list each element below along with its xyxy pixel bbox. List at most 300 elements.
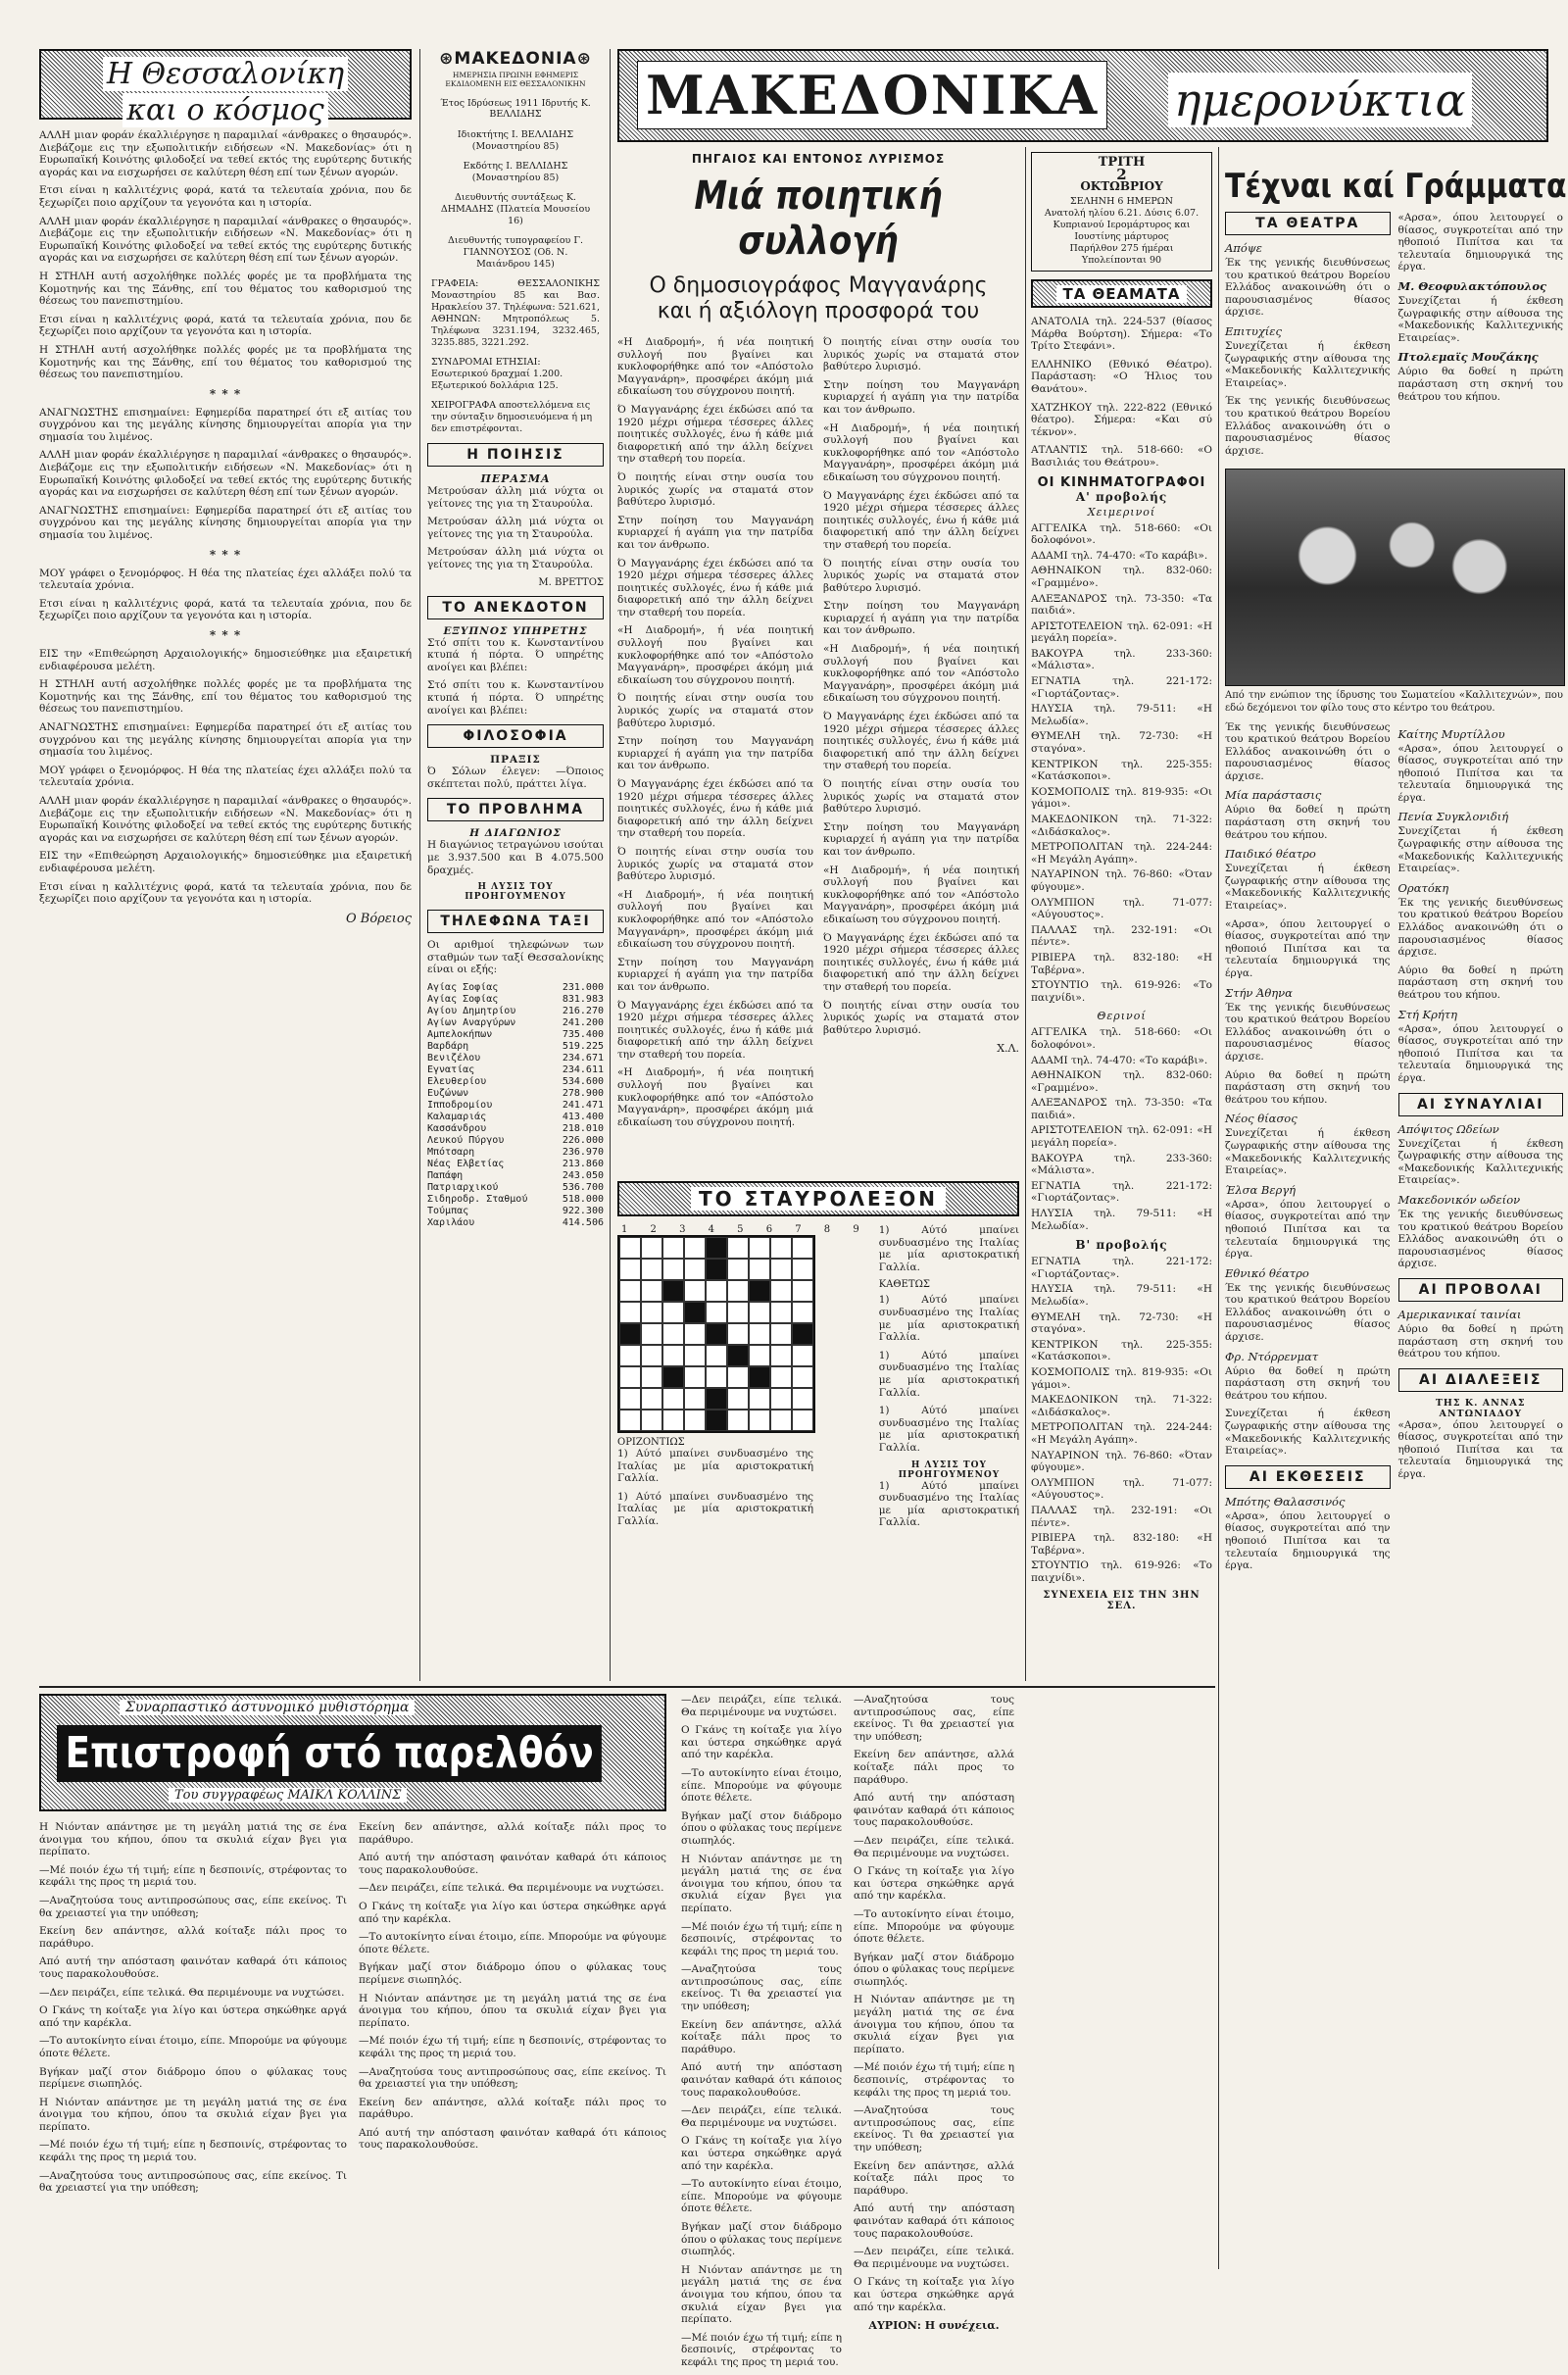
arts-sub-7: Καίτης Μυρτίλλου <box>1397 726 1505 741</box>
crossword-cell[interactable] <box>619 1237 641 1259</box>
cinema-entry: ΑΡΙΣΤΟΤΕΛΕΙΟΝ τηλ. 62-091: «Η μεγάλη πορεία». <box>1031 1124 1212 1150</box>
crossword-black-cell <box>706 1388 727 1410</box>
serial-paragraph: —Μέ ποιόν έχω τή τιμή; είπε η δεσποινίς, στρέφοντας το κεφάλι της προς τη μεριά του. <box>681 2331 842 2368</box>
crossword-cell[interactable] <box>706 1366 727 1388</box>
taxi-station-name: Βενιζέλου <box>427 1052 481 1064</box>
article-paragraph: Ό Μαγγανάρης έχει έκδώσει από τα 1920 μέχρι σήμερα τέσσερες άλλες ποιητικές συλλογές, ένω ή κάθε μιά διαφορετική από την άλλη δείχνει την σταθερή του πορεία. <box>617 778 813 840</box>
crossword-cell[interactable] <box>749 1259 770 1280</box>
left-paragraph: ΑΛΛΗ μιαν φοράν έκαλλιέργησε η παραμιλαί «άνθρακες ο θησαυρός». Διεβάζομε εις την εξωπολιτικήν ειδήσεων «Ν. Μακεδονίας» ότι η Ευρωπαϊκή Κοινότης φιλοδοξεί να τεθεί εκτός της ευρύτερης δυτικής αγοράς και να εισχωρήσει σε καλύτερη θέση επί των ξένων αγορών. <box>39 215 412 265</box>
article-headline: Μιά ποιητική συλλογή <box>694 173 943 264</box>
cinema-summer: Θερινοί <box>1097 1010 1147 1023</box>
crossword-black-cell <box>792 1323 813 1345</box>
crossword-cell[interactable] <box>662 1410 684 1431</box>
arts-top-row <box>1225 212 1563 463</box>
serial-kicker: Συναρπαστικό άστυνομικό μυθιστόρημα <box>120 1700 415 1715</box>
crossword-cell[interactable] <box>770 1280 792 1302</box>
crossword-cell[interactable] <box>641 1259 662 1280</box>
taxi-station-name: Εγνατίας <box>427 1064 475 1075</box>
crossword-cell[interactable] <box>770 1259 792 1280</box>
arts-paragraph: «Αρσα», όπου λειτουργεί ο θίασος, συγκροτείται από την ηθοποιό Πιπίτσα και τα τελευταία δημιουργικά της έργα. <box>1225 1509 1391 1572</box>
crossword-cell[interactable] <box>727 1366 749 1388</box>
cinema-entry: ΘΥΜΕΛΗ τηλ. 72-730: «Η σταγόνα». <box>1031 1311 1212 1336</box>
taxi-list <box>427 982 604 1229</box>
crossword-cell[interactable] <box>706 1280 727 1302</box>
arts-sub-3: Μ. Θεοφυλακτόπουλος <box>1397 278 1547 293</box>
serial-paragraph: Βγήκαν μαζί στον διάδρομο όπου ο φύλακας τους περίμενε σιωπηλός. <box>39 2065 347 2091</box>
cinema-entry: ΒΑΚΟΥΡΑ τηλ. 233-360: «Μάλιστα». <box>1031 1152 1212 1177</box>
crossword-cell[interactable] <box>792 1366 813 1388</box>
cinema-entry: ΜΕΤΡΟΠΟΛΙΤΑΝ τηλ. 224-244: «Η Μεγάλη Αγάπη». <box>1031 1421 1212 1446</box>
arts-exhibitions-heading: ΑΙ ΕΚΘΕΣΕΙΣ <box>1225 1465 1391 1489</box>
serial-paragraph: Εκείνη δεν απάντησε, αλλά κοίταξε πάλι προς το παράθυρο. <box>359 2096 666 2121</box>
cinema-entry: ΚΟΣΜΟΠΟΛΙΣ τηλ. 819-935: «Οι γάμοι». <box>1031 785 1212 811</box>
crossword-clue: 1) Αύτό μπαίνει συνδυασμένο της Ιταλίας με μία αριστοκρατική Γαλλία. <box>878 1224 1019 1273</box>
section-stars: * * * <box>209 386 242 401</box>
serial-paragraph: —Αναζητούσα τους αντιπροσώπους σας, είπε εκείνος. Τι θα χρειαστεί για την υπόθεση; <box>39 2169 347 2195</box>
arts-paragraph: Έκ της γενικής διευθύνσεως του κρατικού θεάτρου Βορείου Ελλάδος ανακοινώθη ότι ο παρουσιασμένος θίασος άρχισε. <box>1225 257 1391 319</box>
serial-paragraph: Ο Γκάνς τη κοίταξε για λίγο και ύστερα σηκώθηκε αργά από την καρέκλα. <box>39 2004 347 2029</box>
taxi-station-name: Αμπελοκήπων <box>427 1028 493 1040</box>
cinema-winter: Χειμερινοί <box>1087 505 1156 519</box>
cinema-entry: ΝΑΥΑΡΙΝΟΝ τηλ. 76-860: «Όταν φύγουμε». <box>1031 868 1212 893</box>
taxi-station-name: Κασσάνδρου <box>427 1122 487 1134</box>
serial-paragraph: —Το αυτοκίνητο είναι έτοιμο, είπε. Μπορούμε να φύγουμε όποτε θέλετε. <box>681 1766 842 1805</box>
taxi-station-name: Πατριαρχικού <box>427 1181 499 1193</box>
arts-title: Τέχναι καί Γράμματα <box>1225 167 1567 206</box>
arts-paragraph: «Αρσα», όπου λειτουργεί ο θίασος, συγκροτείται από την ηθοποιό Πιπίτσα και τα τελευταία δημιουργικά της έργα. <box>1397 212 1563 273</box>
arts-paragraph: Έκ της γενικής διευθύνσεως του κρατικού θεάτρου Βορείου Ελλάδος ανακοινώθη ότι ο παρουσιασμένος θίασος άρχισε. <box>1225 1281 1391 1344</box>
taxi-row <box>427 1006 604 1017</box>
section-stars: * * * <box>209 547 242 562</box>
almanac-moon: ΣΕΛΗΝΗ 6 ΗΜΕΡΩΝ <box>1069 196 1173 207</box>
taxi-station-number: 241.200 <box>562 1016 604 1028</box>
serial-paragraph: Από αυτή την απόσταση φαινόταν καθαρά ότι κάποιος τους παρακολουθούσε. <box>359 1852 666 1876</box>
crossword-cell[interactable] <box>727 1302 749 1323</box>
taxi-station-number: 231.000 <box>562 981 604 993</box>
crossword-grid[interactable] <box>617 1235 815 1433</box>
taxi-station-number: 226.000 <box>562 1134 604 1146</box>
cinema-entry: ΚΕΝΤΡΙΚΟΝ τηλ. 225-355: «Κατάσκοποι». <box>1031 758 1212 783</box>
taxi-station-name: Μπότσαρη <box>427 1146 475 1158</box>
taxi-row <box>427 1217 604 1229</box>
anecdote-title: ΕΞΥΠΝΟΣ ΥΠΗΡΕΤΗΣ <box>443 624 588 637</box>
left-paragraph: Ετσι είναι η καλλιτέχνις φορά, κατά τα τελευταία χρόνια, που δε ξεχωρίζει ποιο αρχίζουν τα γεγονότα και η ιστορία. <box>39 184 412 209</box>
taxi-row <box>427 1041 604 1053</box>
column-title-line1: Η Θεσσαλονίκη <box>103 57 348 91</box>
cinema-entry: ΑΘΗΝΑΙΚΟΝ τηλ. 832-060: «Γραμμένο». <box>1031 565 1212 589</box>
serial-paragraph: Εκείνη δεν απάντησε, αλλά κοίταξε πάλι προς το παράθυρο. <box>681 2018 842 2055</box>
serial-header-box <box>39 1694 666 1811</box>
serial-paragraph: Εκείνη δεν απάντησε, αλλά κοίταξε πάλι προς το παράθυρο. <box>359 1821 666 1846</box>
cinema-entry: ΜΑΚΕΔΟΝΙΚΟΝ τηλ. 71-322: «Διδάσκαλος». <box>1031 814 1212 838</box>
philosophy-text: Ό Σόλων έλεγεν: —Όποιος σκέπτεται πολύ, πράττει λίγα. <box>427 766 604 790</box>
cinema-entry: ΚΟΣΜΟΠΟΛΙΣ τηλ. 819-935: «Οι γάμοι». <box>1031 1365 1212 1391</box>
left-column <box>39 49 412 1676</box>
taxi-row <box>427 1053 604 1064</box>
cinema-entry: ΜΑΚΕΔΟΝΙΚΟΝ τηλ. 71-322: «Διδάσκαλος». <box>1031 1394 1212 1418</box>
theaters-heading: ΤΑ ΘΕΑΜΑΤΑ <box>1056 285 1186 303</box>
serial-paragraph: Εκείνη δεν απάντησε, αλλά κοίταξε πάλι προς το παράθυρο. <box>854 1749 1014 1786</box>
left-paragraph: ΑΝΑΓΝΩΣΤΗΣ επισημαίνει: Εφημερίδα παρατηρεί ότι εξ αιτίας του συγχρόνου και της μεγάλης κίνησης δημιουργείται απορία για την σημασία του λιμένος. <box>39 504 412 542</box>
left-signature: Ο Βόρειος <box>346 911 412 926</box>
serial-paragraph: Η Νιόνταν απάντησε με τη μεγάλη ματιά της σε ένα άνοιγμα του κήπου, όπου τα σκυλιά είχαν βγει για περίπατο. <box>681 1853 842 1914</box>
crossword-cell[interactable] <box>727 1237 749 1259</box>
taxi-station-name: Ευζώνων <box>427 1087 469 1099</box>
crossword-cell[interactable] <box>749 1345 770 1366</box>
crossword-cell[interactable] <box>641 1323 662 1345</box>
taxi-station-number: 536.700 <box>562 1181 604 1193</box>
cinema-entry: ΠΑΛΛΑΣ τηλ. 232-191: «Οι πέντε». <box>1031 923 1212 949</box>
theaters-heading-box <box>1031 279 1212 308</box>
crossword-cell[interactable] <box>641 1366 662 1388</box>
cinema-entry: ΗΛΥΣΙΑ τηλ. 79-511: «Η Μελωδία». <box>1031 1283 1212 1308</box>
serial-paragraph: —Μέ ποιόν έχω τή τιμή; είπε η δεσποινίς, στρέφοντας το κεφάλι της προς τη μεριά του. <box>39 1863 347 1889</box>
cinema-entry: ΡΙΒΙΕΡΑ τηλ. 832-180: «Η Ταβέρνα». <box>1031 951 1212 976</box>
article-paragraph: «Η Διαδρομή», ή νέα ποιητική συλλογή που βγαίνει και κυκλοφορήθηκε από τον «Απόστολο Μαγγανάρη», προσφέρει άκόμη μιά εδικαίωση του σύγχρονου ποιητή. <box>617 624 813 686</box>
section-banner <box>617 49 1548 142</box>
article-paragraph: Στην ποίηση του Μαγγανάρη κυριαρχεί ή αγάπη για την πατρίδα και τον άνθρωπο. <box>823 600 1019 637</box>
article-paragraph: Ό ποιητής είναι στην ουσία του λυρικός χωρίς να σταματά στον βαθύτερο λυρισμό. <box>823 336 1019 373</box>
crossword-cell[interactable] <box>641 1345 662 1366</box>
cinema-entry: ΟΛΥΜΠΙΟΝ τηλ. 71-077: «Αύγουστος». <box>1031 896 1212 921</box>
crossword-cell[interactable] <box>684 1410 706 1431</box>
crossword-cell[interactable] <box>770 1323 792 1345</box>
crossword-cell[interactable] <box>641 1237 662 1259</box>
almanac-remaining: Υπολείπονται 90 <box>1081 255 1162 266</box>
crossword-cell[interactable] <box>792 1388 813 1410</box>
crossword-cell[interactable] <box>641 1388 662 1410</box>
crossword-black-cell <box>706 1323 727 1345</box>
crossword-cell[interactable] <box>662 1345 684 1366</box>
crossword-cell[interactable] <box>792 1237 813 1259</box>
crossword-cell[interactable] <box>662 1237 684 1259</box>
crossword-cell[interactable] <box>770 1345 792 1366</box>
serial-paragraph: —Αναζητούσα τους αντιπροσώπους σας, είπε εκείνος. Τι θα χρειαστεί για την υπόθεση; <box>359 2065 666 2091</box>
serial-paragraph: —Δεν πειράζει, είπε τελικά. Θα περιμένουμε να νυχτώσει. <box>359 1882 664 1895</box>
crossword-black-cell <box>619 1323 641 1345</box>
cinema-entry: ΑΔΑΜΙ τηλ. 74-470: «Το καράβι». <box>1031 1054 1208 1066</box>
crossword-black-cell <box>684 1302 706 1323</box>
serial-paragraph: —Αναζητούσα τους αντιπροσώπους σας, είπε εκείνος. Τι θα χρειαστεί για την υπόθεση; <box>681 1963 842 2013</box>
taxi-station-name: Σιδηροδρ. Σταθμού <box>427 1193 528 1205</box>
crossword-solution-label: Η ΛΥΣΙΣ ΤΟΥ ΠΡΟΗΓΟΥΜΕΝΟΥ <box>898 1460 1001 1480</box>
article-paragraph: Ό ποιητής είναι στην ουσία του λυρικός χωρίς να σταματά στον βαθύτερο λυρισμό. <box>823 778 1019 816</box>
taxi-station-name: Λευκού Πύργου <box>427 1134 505 1146</box>
arts-paragraph: Έκ της γενικής διευθύνσεως του κρατικού θεάτρου Βορείου Ελλάδος ανακοινώθη ότι ο παρουσιασμένος θίασος άρχισε. <box>1225 395 1391 457</box>
taxi-row <box>427 1064 604 1076</box>
crossword-cell[interactable] <box>792 1345 813 1366</box>
crossword-cell[interactable] <box>684 1388 706 1410</box>
banner-main-wrap <box>637 61 1107 129</box>
crossword-clue: 1) Αύτό μπαίνει συνδυασμένο της Ιταλίας με μία αριστοκρατική Γαλλία. <box>878 1405 1019 1454</box>
crossword-horizontal-label: ΟΡΙΖΟΝΤΙΩΣ <box>617 1437 685 1448</box>
crossword-cell[interactable] <box>684 1259 706 1280</box>
crossword-cell[interactable] <box>684 1323 706 1345</box>
arts-paragraph: Αύριο θα δοθεί η πρώτη παράσταση στη σκηνή του θεάτρου του κήπου. <box>1397 1322 1563 1361</box>
crossword-cell[interactable] <box>619 1410 641 1431</box>
left-paragraph: ΑΛΛΗ μιαν φοράν έκαλλιέργησε η παραμιλαί «άνθρακες ο θησαυρός». Διεβάζομε εις την εξωπολιτικήν ειδήσεων «Ν. Μακεδονίας» ότι η Ευρωπαϊκή Κοινότης φιλοδοξεί να τεθεί εκτός της ευρύτερης δυτικής αγοράς και να εισχωρήσει σε καλύτερη θέση επί των ξένων αγορών. <box>39 449 412 499</box>
crossword-cell[interactable] <box>684 1280 706 1302</box>
article-paragraph: Ό Μαγγανάρης έχει έκδώσει από τα 1920 μέχρι σήμερα τέσσερες άλλες ποιητικές συλλογές, ένω ή κάθε μιά διαφορετική από την άλλη δείχνει την σταθερή του πορεία. <box>617 999 813 1061</box>
masthead-logo: ⊛ΜΑΚΕΔΟΝΙΑ⊛ <box>439 49 592 69</box>
taxi-station-name: Αγίας Σοφίας <box>427 981 499 993</box>
arts-bottom-row <box>1225 721 1563 1578</box>
serial-cols-right <box>681 1694 1014 2375</box>
left-paragraph: Η ΣΤΗΛΗ αυτή ασχολήθηκε πολλές φορές με τα προβλήματα της Κομοτηνής και της Ξάνθης, επί του θέματος του καθορισμού της θέσεως του πανεπιστημίου. <box>39 343 412 381</box>
taxi-row <box>427 982 604 994</box>
serial-paragraph: Από αυτή την απόσταση φαινόταν καθαρά ότι κάποιος τους παρακολουθούσε. <box>681 2061 842 2099</box>
cinema-entry: ΜΕΤΡΟΠΟΛΙΤΑΝ τηλ. 224-244: «Η Μεγάλη Αγάπη». <box>1031 841 1212 866</box>
taxi-row <box>427 1029 604 1041</box>
article-paragraph: «Η Διαδρομή», ή νέα ποιητική συλλογή που βγαίνει και κυκλοφορήθηκε από τον «Απόστολο Μαγγανάρη», προσφέρει άκόμη μιά εδικαίωση του σύγχρονου ποιητή. <box>823 864 1019 925</box>
cinema-entry: ΗΛΥΣΙΑ τηλ. 79-511: «Η Μελωδία». <box>1031 1208 1212 1232</box>
crossword-cell[interactable] <box>619 1345 641 1366</box>
crossword-cell[interactable] <box>727 1323 749 1345</box>
taxi-station-number: 243.050 <box>562 1169 604 1181</box>
taxi-station-number: 518.000 <box>562 1193 604 1205</box>
serial-section <box>39 1694 1215 2368</box>
taxi-row <box>427 1076 604 1088</box>
crossword-clue: 1) Αύτό μπαίνει συνδυασμένο της Ιταλίας με μία αριστοκρατική Γαλλία. <box>878 1294 1019 1344</box>
crossword-cell[interactable] <box>706 1345 727 1366</box>
crossword-cell[interactable] <box>727 1410 749 1431</box>
crossword-cell[interactable] <box>662 1302 684 1323</box>
article-paragraph: Ό Μαγγανάρης έχει έκδώσει από τα 1920 μέχρι σήμερα τέσσερες άλλες ποιητικές συλλογές, ένω ή κάθε μιά διαφορετική από την άλλη δείχνει την σταθερή του πορεία. <box>617 403 813 466</box>
crossword-cell[interactable] <box>619 1302 641 1323</box>
poetry-heading: Η ΠΟΙΗΣΙΣ <box>427 443 604 467</box>
cinema-entry: ΒΑΚΟΥΡΑ τηλ. 233-360: «Μάλιστα». <box>1031 647 1212 672</box>
serial-paragraph: Ο Γκάνς τη κοίταξε για λίγο και ύστερα σηκώθηκε αργά από την καρέκλα. <box>681 2135 842 2172</box>
serial-paragraph: Βγήκαν μαζί στον διάδρομο όπου ο φύλακας τους περίμενε σιωπηλός. <box>359 1961 666 1986</box>
serial-paragraph: —Δεν πειράζει, είπε τελικά. Θα περιμένουμε να νυχτώσει. <box>854 1834 1014 1859</box>
arts-paragraph: Έκ της γενικής διευθύνσεως του κρατικού θεάτρου Βορείου Ελλάδος ανακοινώθη ότι ο παρουσιασμένος θίασος άρχισε. <box>1225 720 1391 782</box>
cinema-entry: ΑΓΓΕΛΙΚΑ τηλ. 518-660: «Οι δολοφόνοι». <box>1031 1026 1212 1051</box>
crossword-cell[interactable] <box>749 1388 770 1410</box>
anecdote-text: Στό σπίτι του κ. Κωνσταντίνου κτυπά ή πόρτα. Ό υπηρέτης ανοίγει και βλέπει: <box>427 679 604 717</box>
arts-paragraph: «Αρσα», όπου λειτουργεί ο θίασος, συγκροτείται από την ηθοποιό Πιπίτσα και τα τελευταία δημιουργικά της έργα. <box>1225 1198 1391 1261</box>
serial-paragraph: —Δεν πειράζει, είπε τελικά. Θα περιμένουμε να νυχτώσει. <box>681 1694 842 1718</box>
column-rule <box>1218 147 1219 2269</box>
theater-entries <box>1031 316 1212 470</box>
crossword-vertical-label: ΚΑΘΕΤΩΣ <box>878 1279 930 1291</box>
left-paragraph: ΑΛΛΗ μιαν φοράν έκαλλιέργησε η παραμιλαί «άνθρακες ο θησαυρός». Διεβάζομε εις την εξωπολιτικήν ειδήσεων «Ν. Μακεδονίας» ότι η Ευρωπαϊκή Κοινότης φιλοδοξεί να τεθεί εκτός της ευρύτερης δυτικής αγοράς και να εισχωρήσει σε καλύτερη θέση επί των ξένων αγορών. <box>39 794 412 844</box>
arts-paragraph: Συνεχίζεται ή έκθεση ζωγραφικής στην αίθουσα της «Μακεδονικής Καλλιτεχνικής Εταιρείας». <box>1225 339 1391 389</box>
crossword-cell[interactable] <box>792 1302 813 1323</box>
taxi-station-name: Νέας Ελβετίας <box>427 1158 505 1169</box>
arts-sub-1: Απόψε <box>1225 241 1262 255</box>
problem-heading: ΤΟ ΠΡΟΒΛΗΜΑ <box>427 798 604 821</box>
arts-sub-15: Έλσα Βεργή <box>1225 1182 1297 1197</box>
article-col-2 <box>823 336 1019 1134</box>
theater-entry: ΕΛΛΗΝΙΚΟ (Εθνικό Θέατρο). Παράσταση: «Ο Ήλιος του Θανάτου». <box>1031 358 1212 395</box>
arts-sub-11: Στήν Άθηνα <box>1225 985 1293 1000</box>
article-col-1 <box>617 336 813 1134</box>
serial-byline: Του συγγραφέως ΜΑΙΚΛ ΚΟΛΛΙΝΣ <box>169 1788 407 1803</box>
taxi-row <box>427 1112 604 1123</box>
crossword-clue: 1) Αύτό μπαίνει συνδυασμένο της Ιταλίας με μία αριστοκρατική Γαλλία. <box>617 1448 813 1485</box>
serial-paragraph: —Αναζητούσα τους αντιπροσώπους σας, είπε εκείνος. Τι θα χρειαστεί για την υπόθεση; <box>854 2104 1014 2153</box>
almanac-date: 2 <box>1116 166 1127 183</box>
left-paragraph: ΑΝΑΓΝΩΣΤΗΣ επισημαίνει: Εφημερίδα παρατηρεί ότι εξ αιτίας του συγχρόνου και της μεγάλης κίνησης δημιουργείται απορία για την σημασία του λιμένος. <box>39 720 412 759</box>
article-paragraph: Στην ποίηση του Μαγγανάρη κυριαρχεί ή αγάπη για την πατρίδα και τον άνθρωπο. <box>617 735 813 772</box>
crossword-cell[interactable] <box>662 1259 684 1280</box>
poetry-title: ΠΕΡΑΣΜΑ <box>480 472 551 485</box>
cinema-entry: ΣΤΟΥΝΤΙΟ τηλ. 619-926: «Το παιχνίδι». <box>1031 1559 1212 1584</box>
serial-paragraph: Από αυτή την απόσταση φαινόταν καθαρά ότι κάποιος τους παρακολουθούσε. <box>359 2126 666 2152</box>
crossword-clue: 1) Αύτό μπαίνει συνδυασμένο της Ιταλίας με μία αριστοκρατική Γαλλία. <box>617 1490 813 1527</box>
column-rule <box>610 49 611 1681</box>
cinema-heading: ΟΙ ΚΙΝΗΜΑΤΟΓΡΑΦΟΙ <box>1037 474 1206 490</box>
serial-title: Επιστροφή στό παρελθόν <box>57 1725 602 1782</box>
masthead-column <box>427 49 604 1681</box>
taxi-row <box>427 1147 604 1159</box>
serial-paragraph: Από αυτή την απόσταση φαινόταν καθαρά ότι κάποιος τους παρακολουθούσε. <box>39 1955 347 1980</box>
taxi-station-number: 735.400 <box>562 1028 604 1040</box>
article-paragraph: «Η Διαδρομή», ή νέα ποιητική συλλογή που βγαίνει και κυκλοφορήθηκε από τον «Απόστολο Μαγγανάρη», προσφέρει άκόμη μιά εδικαίωση του σύγχρονου ποιητή. <box>617 888 813 951</box>
article-kicker: ΠΗΓΑΙΟΣ ΚΑΙ ΕΝΤΟΝΟΣ ΛΥΡΙΣΜΟΣ <box>691 152 946 166</box>
taxi-row <box>427 994 604 1006</box>
crossword-cell[interactable] <box>727 1259 749 1280</box>
taxi-station-number: 216.270 <box>562 1005 604 1016</box>
cinema-first-run: Α' προβολής <box>1075 489 1168 504</box>
taxi-station-name: Αγίων Αναργύρων <box>427 1016 516 1028</box>
taxi-station-number: 534.600 <box>562 1075 604 1087</box>
crossword-cell[interactable] <box>641 1280 662 1302</box>
arts-sub-16: Εθνικό θέατρο <box>1225 1265 1309 1280</box>
crossword-cell[interactable] <box>749 1323 770 1345</box>
crossword-cell[interactable] <box>684 1366 706 1388</box>
crossword-cell[interactable] <box>662 1388 684 1410</box>
arts-paragraph: Αύριο θα δοθεί η πρώτη παράσταση στη σκηνή του θεάτρου του κήπου. <box>1225 804 1391 841</box>
crossword-clue: 1) Αύτό μπαίνει συνδυασμένο της Ιταλίας με μία αριστοκρατική Γαλλία. <box>878 1349 1019 1399</box>
cinema-second-run: Β' προβολής <box>1075 1238 1168 1253</box>
crossword-black-cell <box>706 1259 727 1280</box>
arts-sub-9: Ορατόκη <box>1397 880 1449 895</box>
serial-paragraph: —Το αυτοκίνητο είναι έτοιμο, είπε. Μπορούμε να φύγουμε όποτε θέλετε. <box>681 2178 842 2215</box>
crossword-cell[interactable] <box>727 1388 749 1410</box>
serial-paragraph: Ο Γκάνς τη κοίταξε για λίγο και ύστερα σηκώθηκε αργά από την καρέκλα. <box>854 2276 1014 2313</box>
serial-paragraph: Ο Γκάνς τη κοίταξε για λίγο και ύστερα σηκώθηκε αργά από την καρέκλα. <box>681 1724 842 1761</box>
left-paragraph: Ετσι είναι η καλλιτέχνις φορά, κατά τα τελευταία χρόνια, που δε ξεχωρίζει ποιο αρχίζουν τα γεγονότα και η ιστορία. <box>39 597 412 622</box>
almanac-month: ΟΚΤΩΒΡΙΟΥ <box>1080 179 1163 193</box>
crossword-cell[interactable] <box>706 1302 727 1323</box>
center-article <box>617 152 1019 1676</box>
taxi-station-number: 278.900 <box>562 1087 604 1099</box>
taxi-station-name: Αγίου Δημητρίου <box>427 1005 516 1016</box>
arts-lectures-heading: ΑΙ ΔΙΑΛΕΞΕΙΣ <box>1398 1368 1564 1392</box>
article-body <box>617 336 1019 1134</box>
crossword-black-cell <box>706 1237 727 1259</box>
arts-concerts-heading: ΑΙ ΣΥΝΑΥΛΙΑΙ <box>1398 1093 1564 1116</box>
serial-paragraph: Ο Γκάνς τη κοίταξε για λίγο και ύστερα σηκώθηκε αργά από την καρέκλα. <box>854 1865 1014 1903</box>
cinema-entry: ΑΛΕΞΑΝΔΡΟΣ τηλ. 73-350: «Τα παιδιά». <box>1031 1097 1212 1121</box>
crossword-cell[interactable] <box>619 1280 641 1302</box>
crossword-cell[interactable] <box>749 1237 770 1259</box>
crossword-cell[interactable] <box>792 1280 813 1302</box>
crossword-black-cell <box>727 1345 749 1366</box>
arts-paragraph: Έκ της γενικής διευθύνσεως του κρατικού θεάτρου Βορείου Ελλάδος ανακοινώθη ότι ο παρουσιασμένος θίασος άρχισε. <box>1397 1208 1563 1270</box>
masthead-editor: Διευθυντής συντάξεως Κ. ΔΗΜΑΔΗΣ (Πλατεία Μουσείου 16) <box>440 192 591 226</box>
crossword-cell[interactable] <box>662 1323 684 1345</box>
crossword-cell[interactable] <box>792 1259 813 1280</box>
taxi-intro: Οι αριθμοί τηλεφώνων των σταθμών των ταξί Θεσσαλονίκης είναι οι εξής: <box>427 939 604 976</box>
poetry-text: Μετρούσαν άλλη μιά νύχτα οι γείτονες της για τη Σταυρούλα. <box>427 546 604 570</box>
arts-sub-18: Αμερικανικαί ταινίαι <box>1397 1307 1522 1321</box>
serial-paragraph: Η Νιόνταν απάντησε με τη μεγάλη ματιά της σε ένα άνοιγμα του κήπου, όπου τα σκυλιά είχαν βγει για περίπατο. <box>39 2096 347 2133</box>
arts-photo <box>1225 469 1565 686</box>
crossword-cell[interactable] <box>770 1237 792 1259</box>
crossword-cell[interactable] <box>619 1388 641 1410</box>
left-paragraph: ΑΝΑΓΝΩΣΤΗΣ επισημαίνει: Εφημερίδα παρατηρεί ότι εξ αιτίας του συγχρόνου και της μεγάλης κίνησης δημιουργείται απορία για την σημασία του λιμένος. <box>39 406 412 443</box>
almanac-saint: Κυπριανού Ιερομάρτυρος και Ιουστίνης μάρτυρος <box>1053 220 1191 242</box>
arts-paragraph: Αύριο θα δοθεί η πρώτη παράσταση στη σκηνή του θεάτρου του κήπου. <box>1225 1364 1391 1402</box>
cinema-entry: ΘΥΜΕΛΗ τηλ. 72-730: «Η σταγόνα». <box>1031 730 1212 756</box>
left-paragraph: ΑΛΛΗ μιαν φοράν έκαλλιέργησε η παραμιλαί «άνθρακες ο θησαυρός». Διεβάζομε εις την εξωπολιτικήν ειδήσεων «Ν. Μακεδονίας» ότι η Ευρωπαϊκή Κοινότης φιλοδοξεί να τεθεί εκτός της ευρύτερης δυτικής αγοράς και να εισχωρήσει σε καλύτερη θέση επί των ξένων αγορών. <box>39 129 412 178</box>
crossword-cell[interactable] <box>749 1302 770 1323</box>
left-paragraph: Ετσι είναι η καλλιτέχνις φορά, κατά τα τελευταία χρόνια, που δε ξεχωρίζει ποιο αρχίζουν τα γεγονότα και η ιστορία. <box>39 880 412 906</box>
crossword-cell[interactable] <box>770 1410 792 1431</box>
arts-sub-4: Πτολεμαϊς Μουζάκης <box>1397 350 1539 365</box>
theater-entry: ΑΝΑΤΟΛΙΑ τηλ. 224-537 (θίασος Μάρθα Βούρτση). Σήμερα: «Το Τρίτο Στεφάνι». <box>1031 316 1212 353</box>
taxi-station-number: 241.471 <box>562 1099 604 1111</box>
almanac-day: ΤΡΙΤΗ <box>1098 155 1146 170</box>
crossword-cell[interactable] <box>770 1388 792 1410</box>
serial-paragraph: Η Νιόνταν απάντησε με τη μεγάλη ματιά της σε ένα άνοιγμα του κήπου, όπου τα σκυλιά είχαν βγει για περίπατο. <box>854 1994 1014 2055</box>
taxi-station-number: 414.506 <box>562 1216 604 1228</box>
crossword-cell[interactable] <box>641 1410 662 1431</box>
theater-entry: ΑΤΛΑΝΤΙΣ τηλ. 518-660: «Ο Βασιλιάς του Θεάτρου». <box>1031 444 1212 469</box>
cinema-entry: ΑΡΙΣΤΟΤΕΛΕΙΟΝ τηλ. 62-091: «Η μεγάλη πορεία». <box>1031 619 1212 645</box>
taxi-station-number: 218.010 <box>562 1122 604 1134</box>
crossword-cell[interactable] <box>749 1410 770 1431</box>
column-title-line2: και ο κόσμος <box>122 93 327 127</box>
article-paragraph: Στην ποίηση του Μαγγανάρη κυριαρχεί ή αγάπη για την πατρίδα και τον άνθρωπο. <box>823 378 1019 416</box>
article-paragraph: «Η Διαδρομή», ή νέα ποιητική συλλογή που βγαίνει και κυκλοφορήθηκε από τον «Απόστολο Μαγγανάρη», προσφέρει άκόμη μιά εδικαίωση του σύγχρονου ποιητή. <box>617 336 813 398</box>
crossword-cell[interactable] <box>770 1302 792 1323</box>
crossword-cell[interactable] <box>641 1302 662 1323</box>
cinema-entry: ΕΓΝΑΤΙΑ τηλ. 221-172: «Γιορτάζοντας». <box>1031 1179 1212 1205</box>
crossword-cell[interactable] <box>619 1259 641 1280</box>
crossword-cell[interactable] <box>684 1345 706 1366</box>
crossword-cell[interactable] <box>792 1410 813 1431</box>
taxi-row <box>427 1170 604 1182</box>
crossword-numbers: 1 2 3 4 5 6 7 8 9 <box>621 1224 869 1235</box>
masthead-offices: ΓΡΑΦΕΙΑ: ΘΕΣΣΑΛΟΝΙΚΗΣ Μοναστηρίου 85 και Βασ. Ηρακλείου 37. Τηλέφωνα: 521.621, ΑΘΗΝΩΝ: Μητροπόλεως 5. Τηλέφωνα 3231.194, 3232.465, 3235.885, 3221.292. <box>431 278 600 348</box>
arts-sub-6: Παιδικό θέατρο <box>1225 847 1316 862</box>
article-paragraph: Ό Μαγγανάρης έχει έκδώσει από τα 1920 μέχρι σήμερα τέσσερες άλλες ποιητικές συλλογές, ένω ή κάθε μιά διαφορετική από την άλλη δείχνει την σταθερή του πορεία. <box>823 711 1019 772</box>
serial-paragraph: —Μέ ποιόν έχω τή τιμή; είπε η δεσποινίς, στρέφοντας το κεφάλι της προς τη μεριά του. <box>39 2139 347 2164</box>
crossword-cell[interactable] <box>727 1280 749 1302</box>
column-rule <box>1025 147 1026 1681</box>
left-paragraph: ΜΟΥ γράφει ο ξενομόρφος. Η θέα της πλατείας έχει αλλάξει πολύ τα τελευταία χρόνια. <box>39 764 412 789</box>
almanac-box <box>1031 152 1212 272</box>
article-paragraph: Ό ποιητής είναι στην ουσία του λυρικός χωρίς να σταματά στον βαθύτερο λυρισμό. <box>617 470 813 509</box>
arts-paragraph: «Αρσα», όπου λειτουργεί ο θίασος, συγκροτείται από την ηθοποιό Πιπίτσα και τα τελευταία δημιουργικά της έργα. <box>1397 1022 1563 1084</box>
crossword-cell[interactable] <box>684 1237 706 1259</box>
taxi-station-number: 234.611 <box>562 1064 604 1075</box>
philosophy-title: ΠΡΑΞΙΣ <box>490 754 541 767</box>
crossword-cell[interactable] <box>619 1366 641 1388</box>
column-rule <box>419 49 420 1681</box>
taxi-station-name: Τούμπας <box>427 1205 469 1216</box>
arts-photo-caption: Από την ενώπιον της ίδρυσης του Σωματείου «Καλλιτεχνών», που εδώ δεχόμενοι τον φίλο τους στο κέντρο του θεάτρου. <box>1225 690 1563 714</box>
left-paragraph: Η ΣΤΗΛΗ αυτή ασχολήθηκε πολλές φορές με τα προβλήματα της Κομοτηνής και της Ξάνθης, επί του θέματος του καθορισμού της θέσεως του πανεπιστημίου. <box>39 678 412 716</box>
article-paragraph: «Η Διαδρομή», ή νέα ποιητική συλλογή που βγαίνει και κυκλοφορήθηκε από τον «Απόστολο Μαγγανάρη», προσφέρει άκόμη μιά εδικαίωση του σύγχρονου ποιητή. <box>823 643 1019 705</box>
cinema-entry: ΑΘΗΝΑΙΚΟΝ τηλ. 832-060: «Γραμμένο». <box>1031 1069 1212 1094</box>
taxi-station-name: Αγίας Σοφίας <box>427 993 499 1005</box>
crossword-cell[interactable] <box>770 1366 792 1388</box>
article-paragraph: Ό ποιητής είναι στην ουσία του λυρικός χωρίς να σταματά στον βαθύτερο λυρισμό. <box>823 999 1019 1036</box>
